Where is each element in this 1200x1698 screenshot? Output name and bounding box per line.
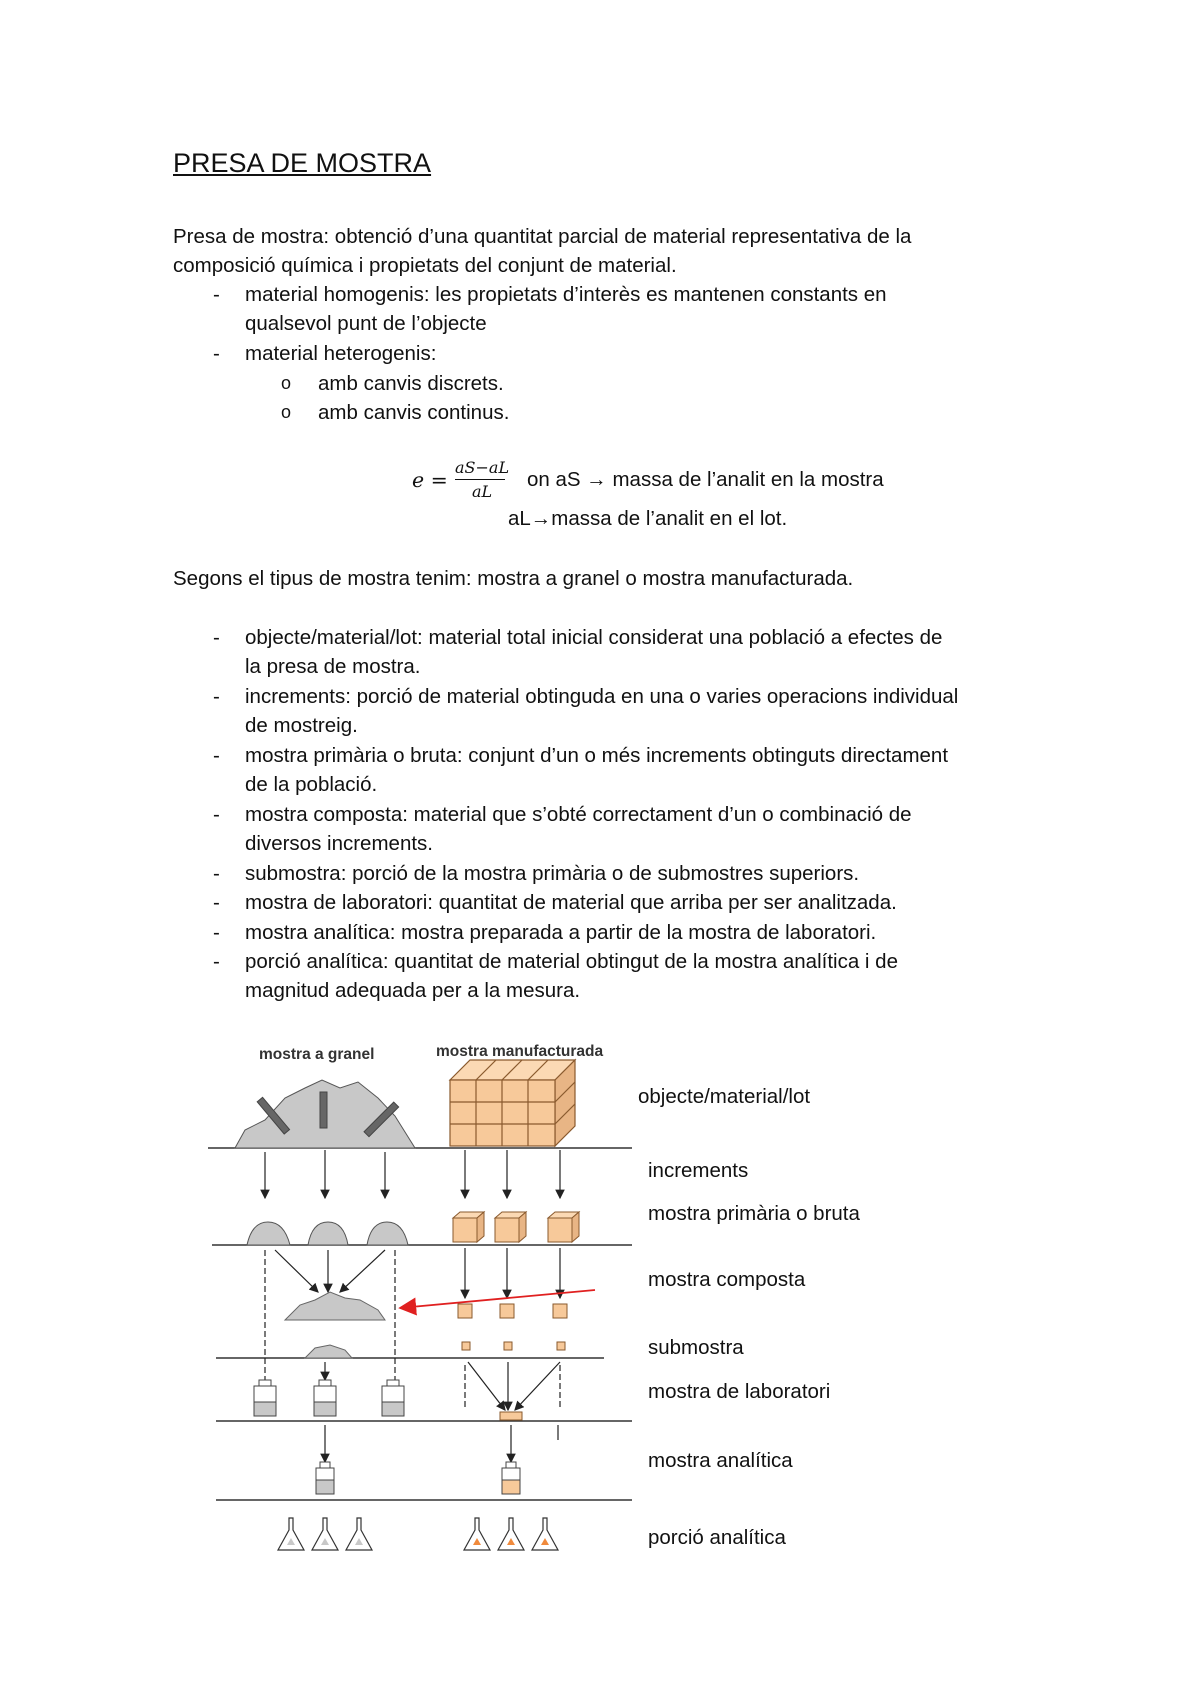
bullet-dash: - (213, 803, 220, 826)
level-lines (208, 1148, 632, 1500)
diagram-label-submostra: submostra (648, 1336, 744, 1359)
def-analitica: mostra analítica: mostra preparada a partir de la mostra de laboratori. (245, 921, 877, 944)
material-heterogenis: material heterogenis: (245, 342, 437, 365)
increment-arrows (265, 1150, 560, 1198)
material-homogenis-l1: material homogenis: les propietats d’interès es mantenen constants en (245, 283, 887, 306)
bullet-dash: - (213, 342, 220, 365)
def-porcio-l2: magnitud adequada per a la mesura. (245, 979, 581, 1002)
def-increments-l1: increments: porció de material obtinguda en una o varies operacions individual (245, 685, 959, 708)
diagram-head-manufacturada: mostra manufacturada (436, 1043, 604, 1060)
heterogenis-sub-2: amb canvis continus. (318, 401, 510, 424)
composite-pile-icon (285, 1292, 385, 1320)
bullet-dash: - (213, 626, 220, 649)
diagram-label-primaria: mostra primària o bruta (648, 1202, 860, 1225)
material-homogenis-l2: qualsevol punt de l’objecte (245, 312, 487, 335)
submostra-pile-icon (305, 1345, 352, 1358)
def-submostra: submostra: porció de la mostra primària o de submostres superiors. (245, 862, 860, 885)
diagram-label-porcio: porció analítica (648, 1526, 786, 1549)
analitica-arrows (325, 1425, 511, 1462)
formula-def-2: aL→massa de l’analit en el lot. (508, 507, 788, 530)
diagram-label-analitica: mostra analítica (648, 1449, 793, 1472)
bullet-dash: - (213, 862, 220, 885)
def-composta-l1: mostra composta: material que s’obté correctament d’un o combinació de (245, 803, 912, 826)
flask-icons (278, 1518, 558, 1550)
def-primaria-l1: mostra primària o bruta: conjunt d’un o més increments obtinguts directament (245, 744, 949, 767)
bullet-dash: - (213, 283, 220, 306)
bypass-lines (265, 1250, 560, 1410)
bullet-circle: o (281, 402, 292, 422)
def-laboratori: mostra de laboratori: quantitat de material que arriba per ser analitzada. (245, 891, 897, 914)
heterogenis-sub-1: amb canvis discrets. (318, 372, 504, 395)
bullet-dash: - (213, 921, 220, 944)
intro-line-1: Presa de mostra: obtenció d’una quantitat parcial de material representativa de la (173, 225, 912, 248)
primary-bulk-mounds (247, 1222, 408, 1245)
diagram-label-increments: increments (648, 1159, 749, 1182)
bullet-dash: - (213, 950, 220, 973)
lab-arrows (325, 1362, 560, 1410)
diagram-label-laboratori: mostra de laboratori (648, 1380, 831, 1403)
segons-paragraph: Segons el tipus de mostra tenim: mostra a granel o mostra manufacturada. (173, 567, 854, 590)
formula-lhs: e = (412, 468, 448, 492)
composite-boxes (458, 1304, 567, 1318)
diagram-head-granel: mostra a granel (259, 1046, 375, 1063)
analitica-bottle-icons (316, 1462, 520, 1494)
sampling-diagram (205, 1040, 645, 1580)
def-increments-l2: de mostreig. (245, 714, 358, 737)
def-porcio-l1: porció analítica: quantitat de material obtingut de la mostra analítica i de (245, 950, 898, 973)
composite-arrows (275, 1248, 560, 1298)
primary-boxes (453, 1212, 579, 1242)
bullet-dash: - (213, 744, 220, 767)
formula-fraction (455, 458, 509, 501)
manufactured-boxes-icon (450, 1060, 575, 1146)
bullet-dash: - (213, 685, 220, 708)
lab-bottle-icons (254, 1380, 522, 1420)
bullet-dash: - (213, 891, 220, 914)
formula-def-1: on aS → massa de l’analit en la mostra (527, 468, 884, 491)
formula-numerator: aS−aL (455, 458, 510, 477)
def-objecte-l1: objecte/material/lot: material total inicial considerat una població a efectes de (245, 626, 943, 649)
def-objecte-l2: la presa de mostra. (245, 655, 421, 678)
submostra-boxes (462, 1342, 565, 1350)
page-title: PRESA DE MOSTRA (173, 148, 432, 178)
def-primaria-l2: de la població. (245, 773, 378, 796)
diagram-label-composta: mostra composta (648, 1268, 806, 1291)
def-composta-l2: diversos increments. (245, 832, 433, 855)
formula-denominator: aL (471, 482, 493, 501)
bullet-circle: o (281, 373, 292, 393)
intro-line-2: composició química i propietats del conjunt de material. (173, 254, 677, 277)
diagram-label-objecte: objecte/material/lot (638, 1085, 811, 1108)
